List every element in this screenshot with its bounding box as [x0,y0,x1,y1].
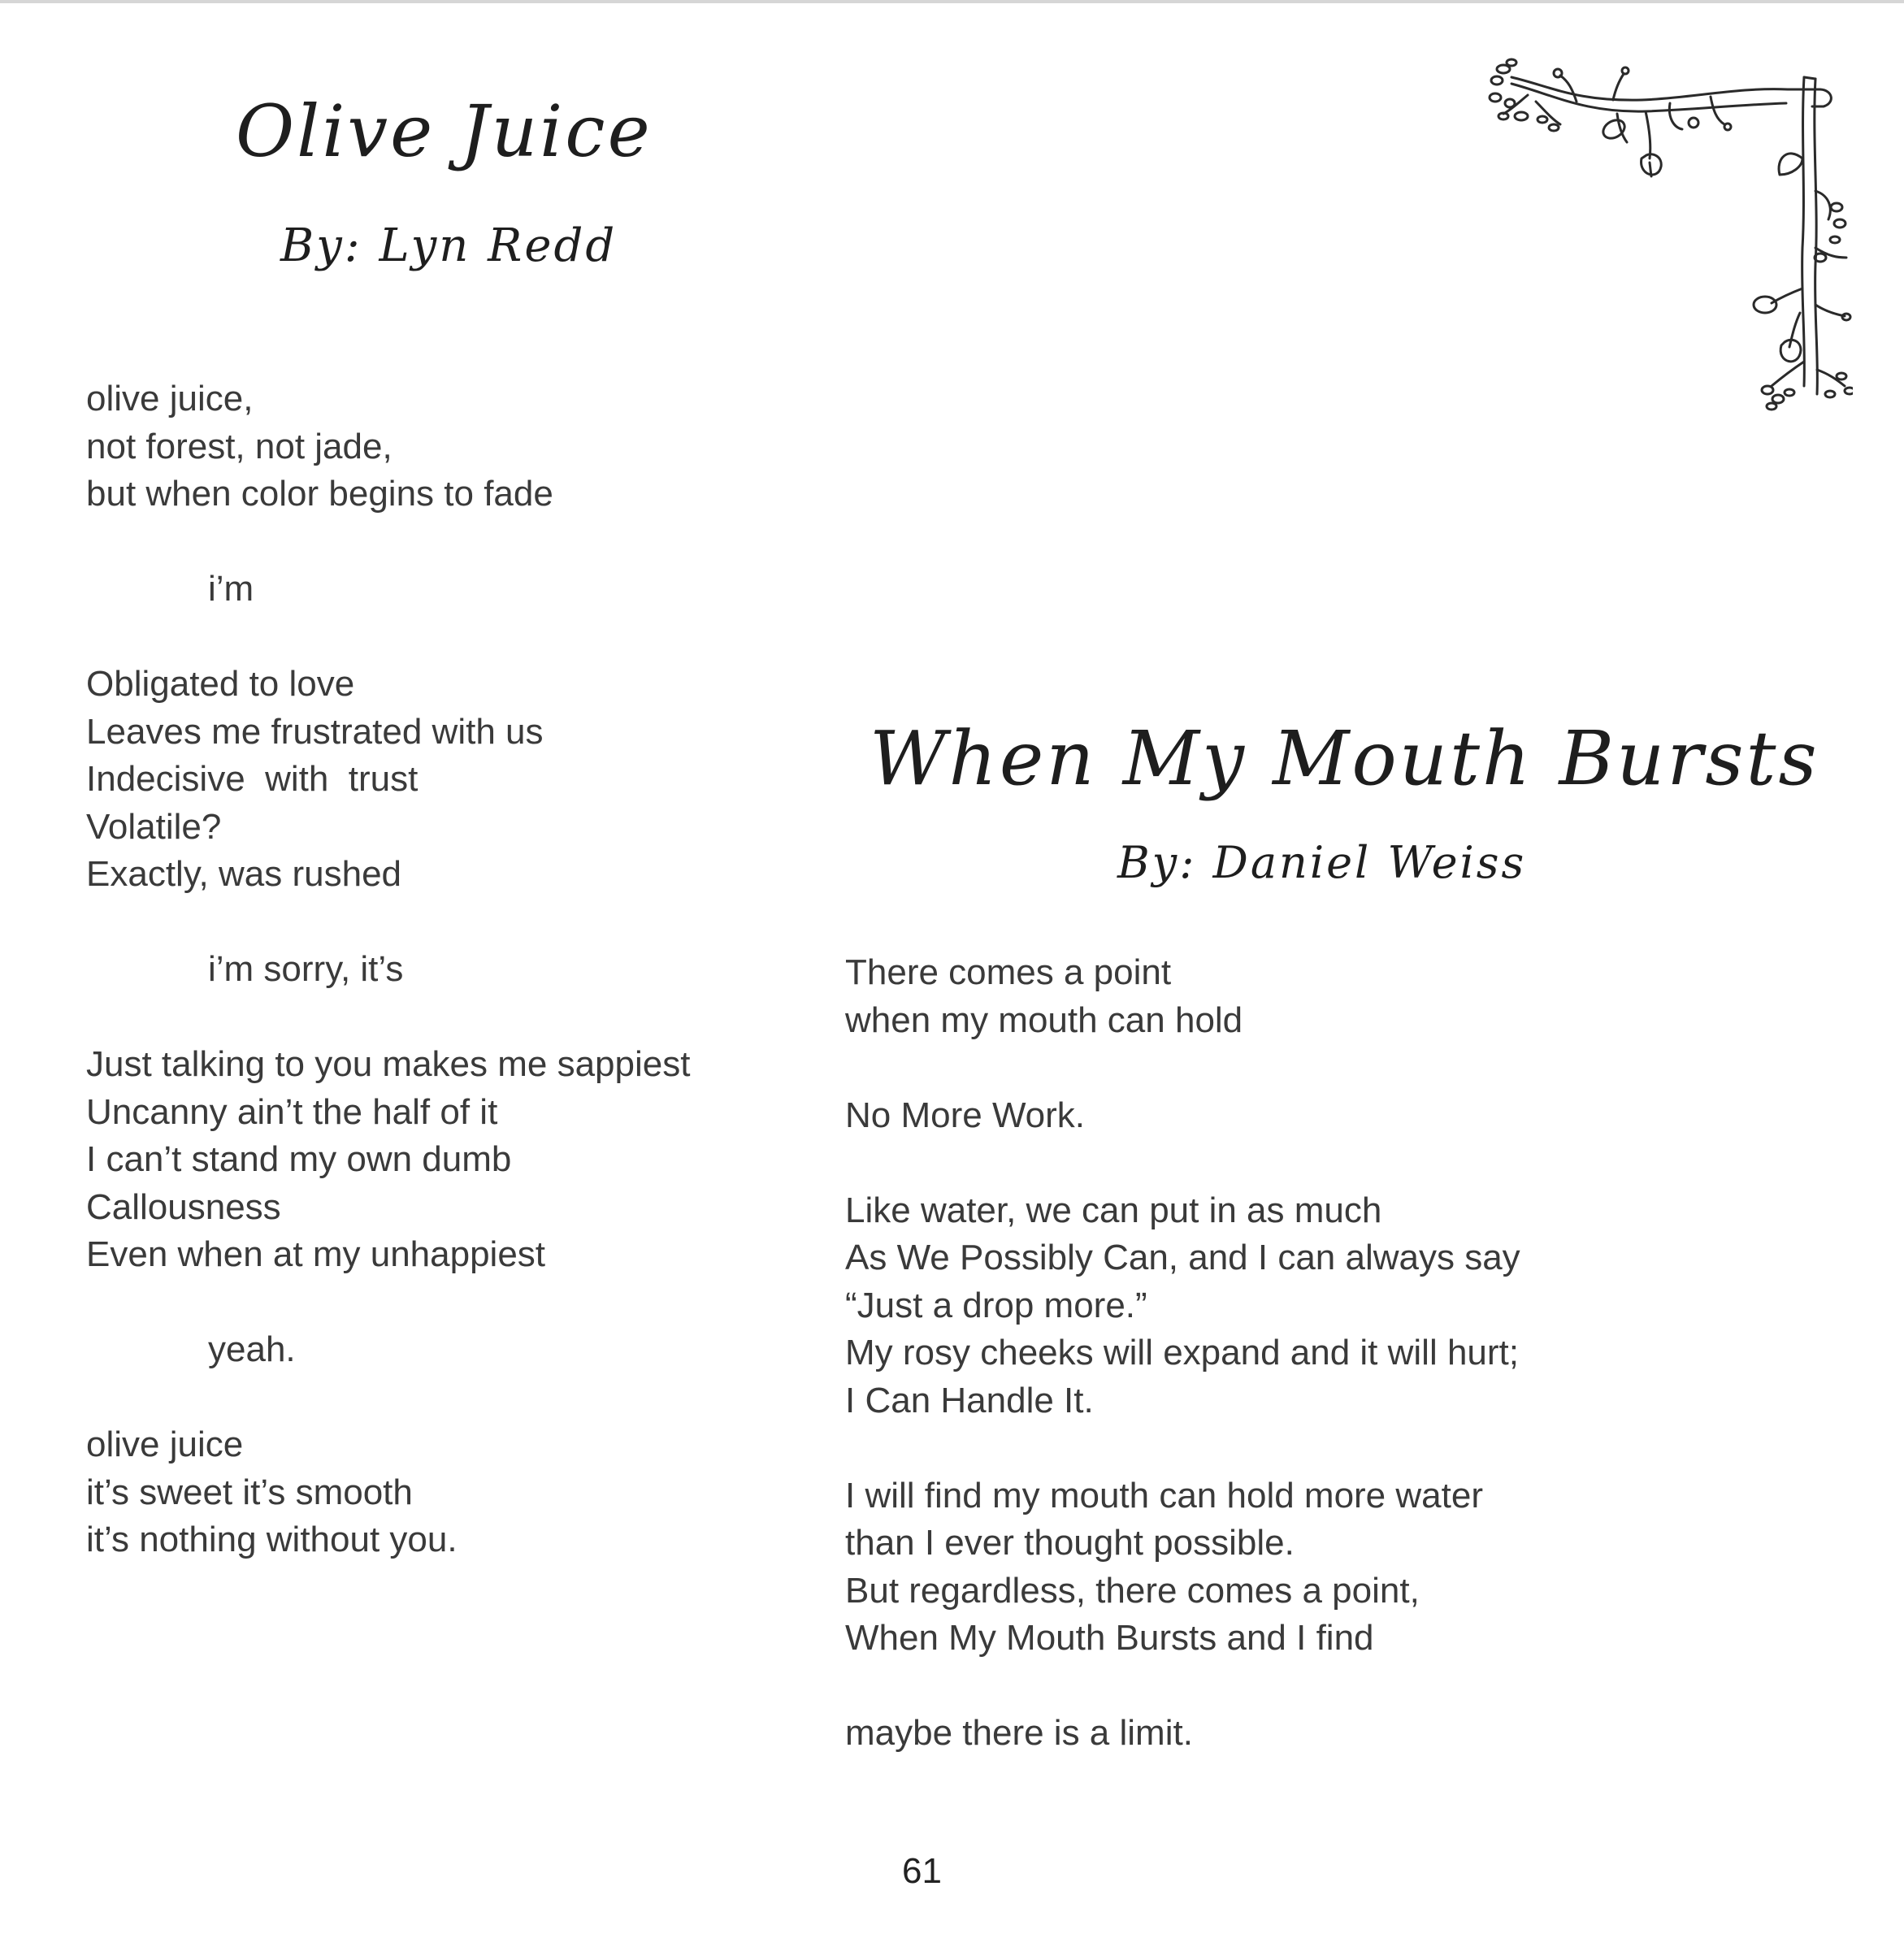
page-top-edge [0,0,1904,3]
poem-line: olive juice, [86,379,254,418]
stanza-break [845,1044,1820,1092]
stanza-break [86,1279,818,1327]
page-number: 61 [902,1851,942,1891]
poem-line: Volatile? [86,806,222,847]
poem-line: Like water, we can put in as much [845,1190,1382,1230]
poem-line: than I ever thought possible. [845,1523,1295,1563]
flowering-branch-icon [1479,45,1853,418]
poem-line: it’s nothing without you. [86,1520,458,1559]
poem-line: Exactly, was rushed [86,854,402,894]
poem-line: My rosy cheeks will expand and it will hurt; [845,1333,1519,1372]
poem-line: Callousness [86,1186,281,1227]
poem-line: Obligated to love [86,664,355,704]
poem-title: Olive Juice [236,89,653,173]
poem-line: Uncanny ain’t the half of it [86,1091,498,1132]
poem-line: i’m sorry, it’s [208,949,404,989]
poem-line: when my mouth can hold [845,1000,1243,1040]
poem-line: olive juice [86,1424,244,1464]
poem-title: When My Mouth Bursts [870,715,1819,802]
poem-body [86,375,818,1564]
poem-line: Leaves me frustrated with us [86,711,544,752]
poem-line: but when color begins to fade [86,474,553,514]
poem-line: not forest, not jade, [86,426,393,466]
poem-line: I can’t stand my own dumb [86,1139,512,1179]
poem-line: As We Possibly Can, and I can always say [845,1238,1520,1277]
poem-line: When My Mouth Bursts and I find [845,1618,1374,1658]
stanza-break [86,1374,818,1422]
poem-line: i’m [208,569,254,609]
poem-byline: By: Lyn Redd [280,219,618,272]
poem-line: But regardless, there comes a point, [845,1570,1420,1611]
poem-line: There comes a point [845,952,1172,992]
stanza-break [845,1139,1820,1187]
poem-body [845,949,1820,1758]
stanza-break [86,518,818,566]
poem-line: I will find my mouth can hold more water [845,1475,1483,1516]
poem-line: it’s sweet it’s smooth [86,1472,413,1512]
stanza-break [86,994,818,1042]
poem-line: “Just a drop more.” [845,1285,1147,1325]
poem-line: Even when at my unhappiest [86,1234,546,1274]
stanza-break [845,1424,1820,1472]
poem-line: I Can Handle It. [845,1380,1094,1420]
poem-line: No More Work. [845,1095,1086,1135]
poem-line: yeah. [208,1329,296,1369]
poem-line: maybe there is a limit. [845,1713,1193,1753]
stanza-break [86,899,818,947]
stanza-break [86,614,818,661]
poem-line: Indecisive with trust [86,759,419,799]
poem-line: Just talking to you makes me sappiest [86,1044,691,1084]
poem-byline: By: Daniel Weiss [1117,837,1527,888]
stanza-break [845,1663,1820,1711]
